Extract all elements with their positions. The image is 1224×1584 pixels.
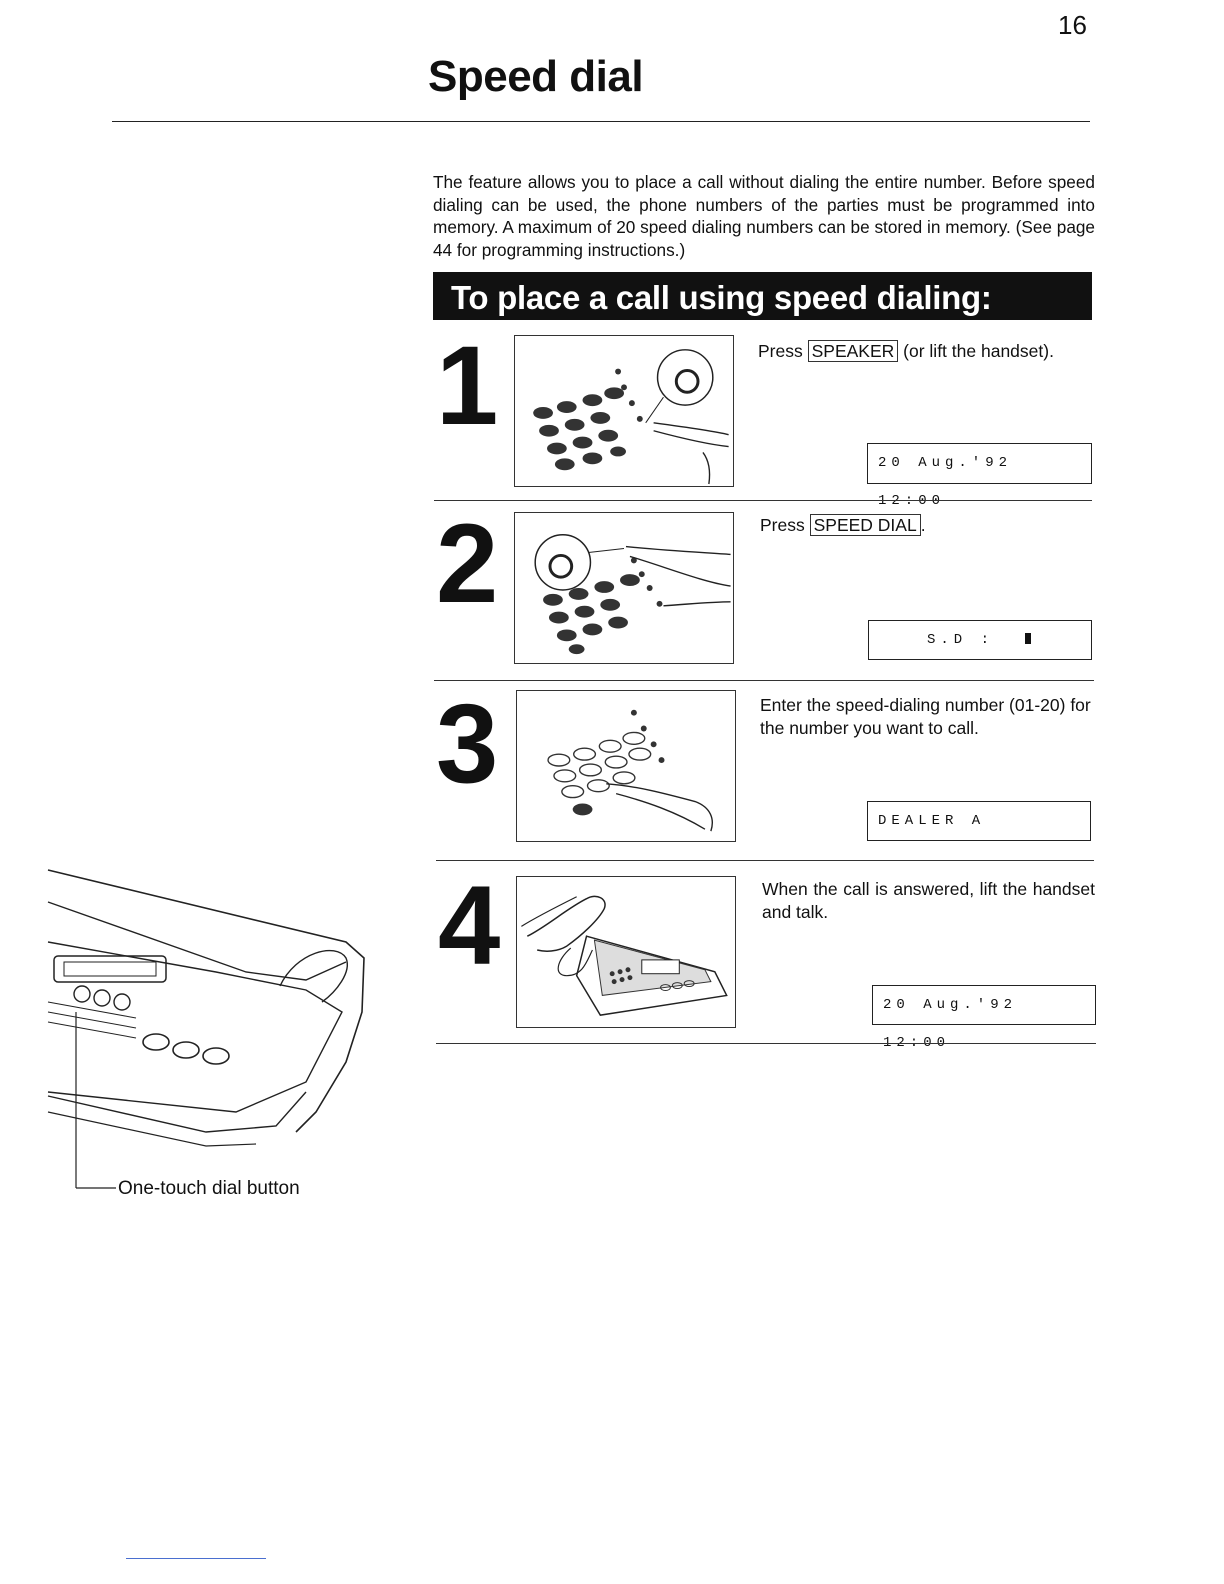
step-1-instruction-rest: (or lift the handset). [903,341,1054,361]
step-1-press-word: Press [758,341,803,361]
one-touch-dial-callout: One-touch dial button [118,1178,300,1199]
step-1-illustration [514,335,734,487]
step-3-instruction: Enter the speed-dialing number (01-20) for the number you want to call. [760,695,1091,738]
section-banner: To place a call using speed dialing: [433,272,1092,320]
step-1-display: 20 Aug.'92 12:00 [867,443,1092,484]
keypad-speed-dial-illustration [515,513,733,663]
step-3-display: DEALER A [867,801,1091,841]
step-4-display: 20 Aug.'92 12:00 [872,985,1096,1025]
footer-line [126,1558,266,1559]
intro-paragraph: The feature allows you to place a call without dialing the entire number. Before speed dialing can be used, the phone numbers of the parties must be programmed into memory. A maximum of 20 speed dialing numbers can be stored in memory. (See page 44 for programming instructions.) [433,172,1095,260]
step-divider [434,500,1092,501]
step-1-number: 1 [436,323,499,448]
speed-dial-key: SPEED DIAL [810,514,921,536]
step-2-illustration [514,512,734,664]
cursor-block [1025,633,1031,644]
title-divider [112,121,1090,122]
step-2-display [868,620,1092,660]
step-2-instruction-rest: . [920,515,926,535]
page-number: 16 [1058,10,1087,40]
step-4-instruction: When the call is answered, lift the handset and talk. [762,879,1095,922]
step-2-display-text: S.D : [927,632,995,648]
step-divider [436,1043,1096,1044]
step-divider [436,860,1094,861]
step-divider [434,680,1094,681]
speaker-key: SPEAKER [808,340,899,362]
fax-machine-illustration [46,862,376,1202]
step-1-instruction [758,340,1054,363]
page-title: Speed dial [428,52,644,101]
handset-lift-illustration [517,877,735,1027]
step-3-illustration [516,690,736,842]
step-2-instruction [760,514,926,537]
keypad-number-entry-illustration [517,691,735,841]
step-4-number: 4 [438,863,501,988]
keypad-speaker-illustration [515,336,733,486]
step-3-number: 3 [436,681,499,806]
step-4-illustration [516,876,736,1028]
step-2-press-word: Press [760,515,805,535]
step-2-number: 2 [436,501,499,626]
